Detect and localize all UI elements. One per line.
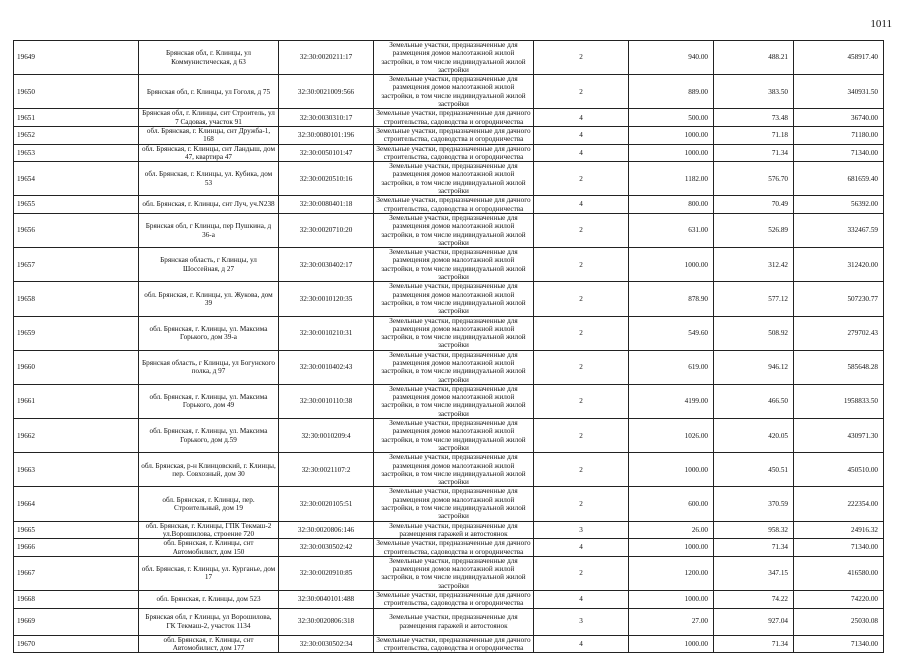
cadastral-number-cell: 32:30:0030502:42: [279, 539, 374, 557]
specific-value-cell: 420.05: [714, 419, 794, 453]
area-cell: 940.00: [629, 41, 714, 75]
cadastral-value-cell: 222354.00: [794, 487, 884, 521]
table-body: [14, 41, 884, 653]
cadastral-number-cell: 32:30:0020910:85: [279, 556, 374, 590]
area-cell: 1000.00: [629, 144, 714, 162]
address-cell: обл. Брянская, г. Клинцы, пер. Строительный, дом 19: [139, 487, 279, 521]
table-row: [14, 109, 884, 127]
cadastral-value-cell: 279702.43: [794, 316, 884, 350]
table-row: [14, 539, 884, 557]
land-category-cell: Земельные участки, предназначенные для размещения гаражей и автостоянок: [374, 608, 534, 635]
row-number-cell: 19664: [14, 487, 139, 521]
area-cell: 1182.00: [629, 162, 714, 196]
group-number-cell: 2: [534, 282, 629, 316]
table-row: [14, 591, 884, 609]
group-number-cell: 4: [534, 196, 629, 214]
cadastral-number-cell: 32:30:0040101:488: [279, 591, 374, 609]
table-row: [14, 213, 884, 247]
cadastral-value-cell: 24916.32: [794, 521, 884, 539]
row-number-cell: 19667: [14, 556, 139, 590]
area-cell: 631.00: [629, 213, 714, 247]
area-cell: 549.60: [629, 316, 714, 350]
land-category-cell: Земельные участки, предназначенные для дачного строительства, садоводства и огородничества: [374, 144, 534, 162]
table-row: [14, 316, 884, 350]
group-number-cell: 2: [534, 316, 629, 350]
cadastral-value-cell: 1958833.50: [794, 384, 884, 418]
group-number-cell: 2: [534, 487, 629, 521]
land-category-cell: Земельные участки, предназначенные для размещения домов малоэтажной жилой застройки, в том числе индивидуальной жилой застройки: [374, 350, 534, 384]
cadastral-value-cell: 340931.50: [794, 75, 884, 109]
land-category-cell: Земельные участки, предназначенные для дачного строительства, садоводства и огородничества: [374, 635, 534, 653]
address-cell: Брянская область, г Клинцы, ул Богунского полка, д 97: [139, 350, 279, 384]
group-number-cell: 2: [534, 419, 629, 453]
cadastral-value-cell: 71340.00: [794, 539, 884, 557]
group-number-cell: 4: [534, 109, 629, 127]
land-category-cell: Земельные участки, предназначенные для размещения домов малоэтажной жилой застройки, в том числе индивидуальной жилой застройки: [374, 419, 534, 453]
cadastral-value-cell: 585648.28: [794, 350, 884, 384]
row-number-cell: 19665: [14, 521, 139, 539]
specific-value-cell: 71.34: [714, 144, 794, 162]
specific-value-cell: 74.22: [714, 591, 794, 609]
table-row: [14, 453, 884, 487]
area-cell: 26.00: [629, 521, 714, 539]
row-number-cell: 19650: [14, 75, 139, 109]
group-number-cell: 2: [534, 350, 629, 384]
row-number-cell: 19662: [14, 419, 139, 453]
land-category-cell: Земельные участки, предназначенные для размещения домов малоэтажной жилой застройки, в том числе индивидуальной жилой застройки: [374, 41, 534, 75]
address-cell: обл. Брянская, г. Клинцы, снт Ландыш, дом 47, квартира 47: [139, 144, 279, 162]
area-cell: 1026.00: [629, 419, 714, 453]
cadastral-number-cell: 32:30:0010120:35: [279, 282, 374, 316]
land-category-cell: Земельные участки, предназначенные для размещения домов малоэтажной жилой застройки, в том числе индивидуальной жилой застройки: [374, 162, 534, 196]
cadastral-number-cell: 32:30:0021107:2: [279, 453, 374, 487]
address-cell: Брянская обл, г. Клинцы, ул Гоголя, д 75: [139, 75, 279, 109]
row-number-cell: 19661: [14, 384, 139, 418]
cadastral-number-cell: 32:30:0050101:47: [279, 144, 374, 162]
table-row: [14, 608, 884, 635]
group-number-cell: 3: [534, 521, 629, 539]
row-number-cell: 19657: [14, 248, 139, 282]
land-registry-table: [13, 40, 884, 653]
group-number-cell: 2: [534, 248, 629, 282]
specific-value-cell: 576.70: [714, 162, 794, 196]
cadastral-value-cell: 71180.00: [794, 126, 884, 144]
address-cell: обл. Брянская, г. Клинцы, ул. Максима Горького, дом 39-а: [139, 316, 279, 350]
table-row: [14, 126, 884, 144]
cadastral-number-cell: 32:30:0020105:51: [279, 487, 374, 521]
row-number-cell: 19663: [14, 453, 139, 487]
row-number-cell: 19666: [14, 539, 139, 557]
address-cell: обл. Брянская, г. Клинцы, снт Дружба-1, 168: [139, 126, 279, 144]
address-cell: обл. Брянская, г. Клинцы, снт Автомобилист, дом 150: [139, 539, 279, 557]
row-number-cell: 19652: [14, 126, 139, 144]
row-number-cell: 19660: [14, 350, 139, 384]
land-category-cell: Земельные участки, предназначенные для дачного строительства, садоводства и огородничества: [374, 539, 534, 557]
address-cell: обл. Брянская, г. Клинцы, ГПК Текмаш-2 ул.Ворошилова, строение 720: [139, 521, 279, 539]
area-cell: 4199.00: [629, 384, 714, 418]
group-number-cell: 4: [534, 539, 629, 557]
cadastral-number-cell: 32:30:0010210:31: [279, 316, 374, 350]
table-row: [14, 41, 884, 75]
cadastral-number-cell: 32:30:0020211:17: [279, 41, 374, 75]
specific-value-cell: 71.34: [714, 539, 794, 557]
table-row: [14, 248, 884, 282]
area-cell: 878.90: [629, 282, 714, 316]
address-cell: обл. Брянская, р-н Клинцовский, г. Клинцы, пер. Совхозный, дом 30: [139, 453, 279, 487]
page-number: 1011: [870, 18, 892, 30]
address-cell: обл. Брянская, г. Клинцы, ул. Жукова, дом 39: [139, 282, 279, 316]
area-cell: 889.00: [629, 75, 714, 109]
cadastral-value-cell: 450510.00: [794, 453, 884, 487]
area-cell: 1000.00: [629, 635, 714, 653]
cadastral-number-cell: 32:30:0010110:38: [279, 384, 374, 418]
cadastral-value-cell: 507230.77: [794, 282, 884, 316]
cadastral-number-cell: 32:30:0010402:43: [279, 350, 374, 384]
cadastral-value-cell: 36740.00: [794, 109, 884, 127]
row-number-cell: 19659: [14, 316, 139, 350]
cadastral-value-cell: 332467.59: [794, 213, 884, 247]
row-number-cell: 19669: [14, 608, 139, 635]
specific-value-cell: 383.50: [714, 75, 794, 109]
cadastral-number-cell: 32:30:0010209:4: [279, 419, 374, 453]
specific-value-cell: 347.15: [714, 556, 794, 590]
specific-value-cell: 927.04: [714, 608, 794, 635]
land-category-cell: Земельные участки, предназначенные для размещения гаражей и автостоянок: [374, 521, 534, 539]
land-category-cell: Земельные участки, предназначенные для размещения домов малоэтажной жилой застройки, в том числе индивидуальной жилой застройки: [374, 384, 534, 418]
specific-value-cell: 71.34: [714, 635, 794, 653]
cadastral-value-cell: 458917.40: [794, 41, 884, 75]
address-cell: обл. Брянская, г. Клинцы, ул. Максима Горького, дом д.59: [139, 419, 279, 453]
address-cell: Брянская обл, г. Клинцы, ул Коммунистическая, д 63: [139, 41, 279, 75]
specific-value-cell: 526.89: [714, 213, 794, 247]
specific-value-cell: 312.42: [714, 248, 794, 282]
area-cell: 1000.00: [629, 453, 714, 487]
address-cell: Брянская обл, г Клинцы, пер Пушкина, д 36-а: [139, 213, 279, 247]
group-number-cell: 2: [534, 384, 629, 418]
cadastral-value-cell: 312420.00: [794, 248, 884, 282]
cadastral-value-cell: 416580.00: [794, 556, 884, 590]
area-cell: 1000.00: [629, 248, 714, 282]
cadastral-value-cell: 681659.40: [794, 162, 884, 196]
area-cell: 1000.00: [629, 591, 714, 609]
land-category-cell: Земельные участки, предназначенные для дачного строительства, садоводства и огородничества: [374, 126, 534, 144]
group-number-cell: 2: [534, 213, 629, 247]
table-row: [14, 144, 884, 162]
table-row: [14, 350, 884, 384]
cadastral-value-cell: 71340.00: [794, 635, 884, 653]
land-category-cell: Земельные участки, предназначенные для размещения домов малоэтажной жилой застройки, в том числе индивидуальной жилой застройки: [374, 213, 534, 247]
specific-value-cell: 71.18: [714, 126, 794, 144]
cadastral-value-cell: 25030.08: [794, 608, 884, 635]
address-cell: обл. Брянская, г. Клинцы, снт Автомобилист, дом 177: [139, 635, 279, 653]
address-cell: обл. Брянская, г. Клинцы, ул. Максима Горького, дом 49: [139, 384, 279, 418]
row-number-cell: 19670: [14, 635, 139, 653]
specific-value-cell: 450.51: [714, 453, 794, 487]
group-number-cell: 4: [534, 591, 629, 609]
group-number-cell: 3: [534, 608, 629, 635]
cadastral-number-cell: 32:30:0030310:17: [279, 109, 374, 127]
land-category-cell: Земельные участки, предназначенные для размещения домов малоэтажной жилой застройки, в том числе индивидуальной жилой застройки: [374, 487, 534, 521]
cadastral-value-cell: 74220.00: [794, 591, 884, 609]
table-row: [14, 196, 884, 214]
group-number-cell: 2: [534, 453, 629, 487]
area-cell: 1000.00: [629, 126, 714, 144]
land-category-cell: Земельные участки, предназначенные для дачного строительства, садоводства и огородничества: [374, 196, 534, 214]
specific-value-cell: 946.12: [714, 350, 794, 384]
table-row: [14, 75, 884, 109]
table-row: [14, 419, 884, 453]
specific-value-cell: 577.12: [714, 282, 794, 316]
table-row: [14, 282, 884, 316]
cadastral-value-cell: 56392.00: [794, 196, 884, 214]
area-cell: 27.00: [629, 608, 714, 635]
address-cell: обл. Брянская, г. Клинцы, дом 523: [139, 591, 279, 609]
specific-value-cell: 370.59: [714, 487, 794, 521]
address-cell: обл. Брянская, г. Клинцы, ул. Курганье, дом 17: [139, 556, 279, 590]
specific-value-cell: 466.50: [714, 384, 794, 418]
area-cell: 500.00: [629, 109, 714, 127]
address-cell: Брянская область, г Клинцы, ул Шоссейная, д 27: [139, 248, 279, 282]
cadastral-number-cell: 32:30:0021009:566: [279, 75, 374, 109]
specific-value-cell: 508.92: [714, 316, 794, 350]
cadastral-value-cell: 430971.30: [794, 419, 884, 453]
table-row: [14, 635, 884, 653]
land-category-cell: Земельные участки, предназначенные для размещения домов малоэтажной жилой застройки, в том числе индивидуальной жилой застройки: [374, 453, 534, 487]
table-row: [14, 556, 884, 590]
row-number-cell: 19651: [14, 109, 139, 127]
area-cell: 1000.00: [629, 539, 714, 557]
specific-value-cell: 73.48: [714, 109, 794, 127]
specific-value-cell: 958.32: [714, 521, 794, 539]
land-category-cell: Земельные участки, предназначенные для дачного строительства, садоводства и огородничества: [374, 109, 534, 127]
table-row: [14, 487, 884, 521]
row-number-cell: 19654: [14, 162, 139, 196]
cadastral-number-cell: 32:30:0020806:146: [279, 521, 374, 539]
land-category-cell: Земельные участки, предназначенные для размещения домов малоэтажной жилой застройки, в том числе индивидуальной жилой застройки: [374, 248, 534, 282]
land-category-cell: Земельные участки, предназначенные для дачного строительства, садоводства и огородничества: [374, 591, 534, 609]
cadastral-number-cell: 32:30:0020710:20: [279, 213, 374, 247]
table-row: [14, 384, 884, 418]
specific-value-cell: 70.49: [714, 196, 794, 214]
row-number-cell: 19653: [14, 144, 139, 162]
table-row: [14, 162, 884, 196]
land-category-cell: Земельные участки, предназначенные для размещения домов малоэтажной жилой застройки, в том числе индивидуальной жилой застройки: [374, 556, 534, 590]
group-number-cell: 4: [534, 635, 629, 653]
group-number-cell: 4: [534, 126, 629, 144]
group-number-cell: 2: [534, 41, 629, 75]
land-category-cell: Земельные участки, предназначенные для размещения домов малоэтажной жилой застройки, в том числе индивидуальной жилой застройки: [374, 282, 534, 316]
specific-value-cell: 488.21: [714, 41, 794, 75]
land-category-cell: Земельные участки, предназначенные для размещения домов малоэтажной жилой застройки, в том числе индивидуальной жилой застройки: [374, 316, 534, 350]
group-number-cell: 4: [534, 144, 629, 162]
address-cell: Брянская обл, г. Клинцы, снт Строитель, ул 7 Садовая, участок 91: [139, 109, 279, 127]
area-cell: 600.00: [629, 487, 714, 521]
cadastral-number-cell: 32:30:0020806:318: [279, 608, 374, 635]
group-number-cell: 2: [534, 162, 629, 196]
group-number-cell: 2: [534, 75, 629, 109]
address-cell: Брянская обл, г Клинцы, ул Ворошилова, ГК Текмаш-2, участок 1134: [139, 608, 279, 635]
land-category-cell: Земельные участки, предназначенные для размещения домов малоэтажной жилой застройки, в том числе индивидуальной жилой застройки: [374, 75, 534, 109]
row-number-cell: 19658: [14, 282, 139, 316]
area-cell: 1200.00: [629, 556, 714, 590]
cadastral-number-cell: 32:30:0080401:18: [279, 196, 374, 214]
row-number-cell: 19668: [14, 591, 139, 609]
address-cell: обл. Брянская, г. Клинцы, ул. Кубика, дом 53: [139, 162, 279, 196]
row-number-cell: 19649: [14, 41, 139, 75]
group-number-cell: 2: [534, 556, 629, 590]
row-number-cell: 19656: [14, 213, 139, 247]
cadastral-number-cell: 32:30:0080101:196: [279, 126, 374, 144]
cadastral-number-cell: 32:30:0020510:16: [279, 162, 374, 196]
area-cell: 800.00: [629, 196, 714, 214]
cadastral-value-cell: 71340.00: [794, 144, 884, 162]
row-number-cell: 19655: [14, 196, 139, 214]
table-row: [14, 521, 884, 539]
cadastral-number-cell: 32:30:0030502:34: [279, 635, 374, 653]
cadastral-number-cell: 32:30:0030402:17: [279, 248, 374, 282]
address-cell: обл. Брянская, г. Клинцы, снт Луч, уч.N238: [139, 196, 279, 214]
area-cell: 619.00: [629, 350, 714, 384]
